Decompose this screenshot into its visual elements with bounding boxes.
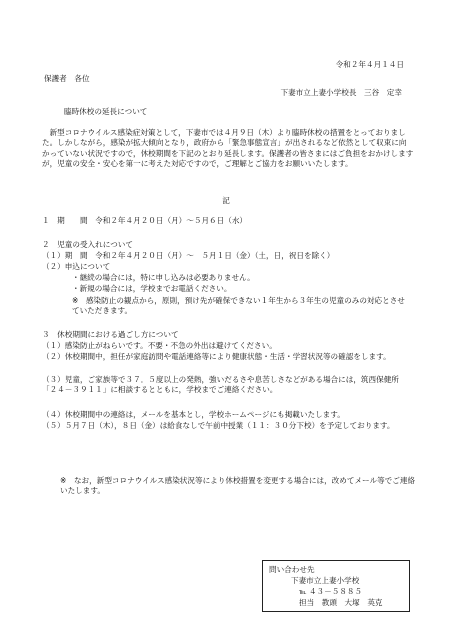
document-date: 令和２年４月１４日 <box>335 60 404 69</box>
section3-item-3: （３）児童，ご家族等で３７．５度以上の発熱，強いだるさや息苦しさなどがある場合には，筑西保健所「２４－３９１１」に相談するとともに，学校までご連絡ください。 <box>42 375 399 395</box>
section3-item-4: （４）休校期間中の連絡は，メールを基本とし，学校ホームページにも掲載いたします。 <box>42 410 345 419</box>
contact-tel-row <box>269 586 403 597</box>
contact-heading: 問い合わせ先 <box>269 565 315 574</box>
document-subject: 臨時休校の延長について <box>64 107 148 116</box>
contact-tel: ４３－５８８５ <box>308 587 363 596</box>
section2-subitem-1: ・継続の場合には，特に申し込みは必要ありません。 <box>72 273 255 282</box>
tel-label: ℡ <box>299 588 307 596</box>
intro-paragraph: 新型コロナウイルス感染症対策として，下妻市では４月９日（木）より臨時休校の措置をとっておりました。しかしながら，感染が拡大傾向となり，政府から「緊急事態宣言」が出されるなど依然として収束に向かっていない状況ですので，休校期間を下記のとおり延長します。保護者の皆さまにはご負担をおかけしますが，児童の安全・安心を第一に考えた対応ですので，ご理解とご協力をお願いいたします。 <box>42 128 414 169</box>
contact-school: 下妻市立上妻小学校 <box>291 576 360 585</box>
section2-subitem-2: ・新規の場合には，学校までお電話ください。 <box>72 284 232 293</box>
section1-period: １ 期 間 令和２年４月２０日（月）～５月６日（水） <box>42 216 248 225</box>
section2-note: ※ 感染防止の観点から，原則，預け先が確保できない１年生から３年生の児童のみの対応とさせていただきます。 <box>72 296 405 316</box>
section3-item-1: （１）感染防止がねらいです。不要・不急の外出は避けてください。 <box>42 341 277 350</box>
contact-box <box>262 560 410 612</box>
contact-person: 担当 教頭 大塚 英克 <box>299 598 383 608</box>
recipient: 保護者 各位 <box>44 74 90 83</box>
section3-title: ３ 休校期間における過ごし方について <box>42 330 179 339</box>
section2-item-1: （１）期 間 令和２年４月２０日（月）～ ５月１日（金）（土，日，祝日を除く） <box>42 251 335 260</box>
section3-item-5: （５）５月７日（木），８日（金）は給食なしで午前中授業（１１：３０分下校）を予定しております。 <box>42 421 395 430</box>
section3-item-2: （２）休校期間中，担任が家庭訪問や電話連絡等により健康状態・生活・学習状況等の確認をします。 <box>42 352 391 361</box>
ki-marker: 記 <box>222 196 230 205</box>
section2-item-2: （２）申込について <box>42 262 111 271</box>
closing-notice: ※ なお，新型コロナウイルス感染状況等により休校措置を変更する場合には，改めてメール等でご連絡いたします。 <box>60 476 416 496</box>
sender: 下妻市立上妻小学校長 三谷 定幸 <box>280 88 402 97</box>
section2-title: ２ 児童の受入れについて <box>42 240 133 249</box>
